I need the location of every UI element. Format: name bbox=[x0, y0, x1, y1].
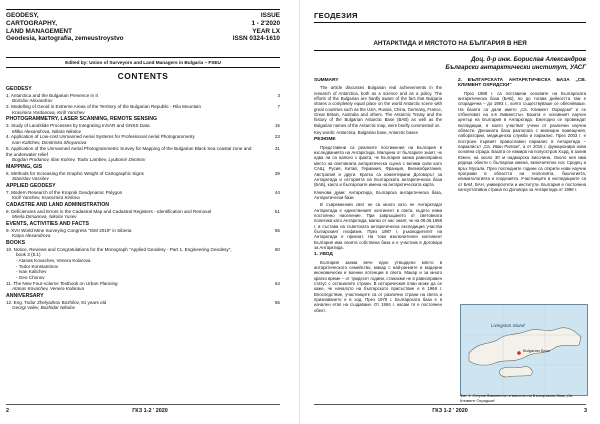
toc-entry-authors: Katya Alexandrova bbox=[12, 233, 51, 239]
header-rule-bottom bbox=[6, 57, 280, 58]
toc-entry-authors: Kirill Yanchev, Krassimira Kirilova bbox=[12, 195, 80, 201]
section1-text: България заема вече едно утвърдено място в антарктическото семейство, макар с най-ранните и модерни икономически и военни потенции в света. Макар и за много кратко време – от тридесет години, станахме не в равноправен статус с останалите страни. В историческия план може да се каже, че началото на българското присъствие е в 1968 г. Впоследствие, участниците са от различни страни на света и признаването е в ход. През 1978 г. Българската база е в начален етап на създаване. От 1994 г. насам тя е постоянен обект. bbox=[314, 259, 442, 313]
toc-section-heading: PHOTOGRAMMETRY, LASER SCANNING, REMOTE SENSING bbox=[6, 116, 158, 123]
toc-section-heading: EVENTS, ACTIVITIES AND FACTS bbox=[6, 220, 89, 227]
section-rule bbox=[314, 22, 586, 23]
keywords: Key words: Antarctica, Bulgarian base, Antarctic bases bbox=[314, 130, 418, 136]
footer-rule bbox=[6, 404, 280, 405]
footer-rule bbox=[314, 404, 586, 405]
toc-entry-page: 7 bbox=[277, 104, 280, 109]
text-column-left bbox=[314, 76, 442, 315]
journal-title bbox=[6, 12, 194, 43]
toc-entry-authors: Borislav Alexandrov bbox=[12, 98, 53, 104]
summary-heading: SUMMARY bbox=[314, 78, 339, 83]
title-rule bbox=[314, 50, 586, 51]
section-title: ГЕОДЕЗИЯ bbox=[314, 11, 358, 20]
table-of-contents bbox=[6, 85, 280, 311]
toc-entry-authors: Krasimira Yordanova, Kirill Yanchev bbox=[12, 109, 85, 115]
toc-entry[interactable] bbox=[6, 123, 280, 129]
map-label-base: Bulgarian Base bbox=[523, 348, 551, 353]
toc-entry-page: 3 bbox=[277, 92, 280, 98]
toc-entry-authors: Mirela Dimanova, Nikolai Yusev bbox=[12, 214, 77, 220]
text-column-right bbox=[458, 76, 586, 194]
section1-heading: 1. УВОД bbox=[314, 252, 333, 258]
section2-heading: 2. БЪЛГАРСКАТА АНТАРКТИЧЕСКА БАЗА „СВ. КЛИМЕНТ ОХРИДСКИ“ bbox=[458, 78, 586, 89]
toc-entry-page: 15 bbox=[274, 123, 280, 128]
toc-entry-authors: Bogdan Prodanov, Ilian Kotsev, Todor Lambev, Lyubomir Dimitrov bbox=[12, 157, 146, 163]
header-rule-top bbox=[6, 9, 280, 10]
resume-text: Представени са реалните постижения на България в изследванията на Антарктида. Малцина от българите знаят, че едва ли са наясно с факта, че България заема равноправно място на световната антарктическа сцена с велики сили като САЩ, Русия, Китай, Германия, Франция, Великобритания, Австралия и други. Кратко са коментирани Договорът за Антарктида и историята на Българската антарктическа база (БАБ), както и българските имена на антарктическата карта. bbox=[314, 144, 442, 188]
toc-entry-title: 2. Modelling of Geoid in Extreme Areas of the Territory of the Bulgarian Republic - Rila Mountain bbox=[6, 104, 201, 109]
right-page bbox=[300, 0, 600, 424]
intro-paragraph: В съвременния свят не са много като не Антарктида! Антарктида е единственият континент в света, където няма постоянно население. При завръщането от световната политика като Антарктида, малко от нас знаят, че на 08.06.1958 г. в състава на съветската антарктическа експедиция участва българският геофизик. През 1987 г. ръководителят на Антарктида е признат. На този изключителен континент България има своята собствена база и е участник в Договора за Антарктида. bbox=[314, 202, 442, 250]
toc-section-heading: APPLIED GEODESY bbox=[6, 182, 56, 189]
toc-entry-page: 60 bbox=[274, 246, 280, 252]
toc-entry-page: 64 bbox=[274, 280, 280, 286]
island-shape-small bbox=[499, 367, 532, 377]
toc-sub-entry: - Geo Chonov bbox=[16, 275, 45, 281]
toc-entry-title: 10. Notice, Reviews and Congratulations for the Monograph "Applied Geodesy - Part 1. Engineering Geodesy", bbox=[6, 246, 232, 252]
toc-entry-title: 8. Deficiencies and Errors in the Cadastral Map and Cadastral Registers - Identification and Removal bbox=[6, 208, 212, 214]
toc-section-heading: MAPPING, GIS bbox=[6, 163, 43, 170]
resume-heading: РЕЗЮМЕ bbox=[314, 137, 336, 143]
journal-title-line: LAND MANAGEMENT bbox=[6, 27, 73, 35]
toc-sub-entry: - Todor Konstantinov bbox=[16, 263, 59, 269]
toc-entry-page: 39 bbox=[274, 170, 280, 176]
toc-entry[interactable] bbox=[6, 247, 280, 253]
issue-line: 1 - 2'2020 bbox=[251, 19, 280, 27]
toc-entry-authors: Milka Alexandrova, Nikola Nikolov bbox=[12, 128, 82, 134]
toc-section-heading: ANNIVERSARY bbox=[6, 293, 44, 300]
island-shape bbox=[469, 328, 581, 365]
toc-entry-page: 51 bbox=[274, 208, 280, 214]
toc-entry-title: 11. The New Four-volume Textbook on Urban Planning bbox=[6, 280, 118, 286]
toc-entry-title: 7. Modern Research of the Kropnik Geodynamic Polygon bbox=[6, 189, 123, 195]
toc-entry-title: 12. Eng. Todor Zhelyazkov Bozhilov, 91 years old bbox=[6, 299, 107, 305]
page-number: 2 bbox=[6, 408, 9, 414]
island-map bbox=[460, 304, 588, 396]
base-marker-icon bbox=[517, 351, 521, 355]
toc-entry-page: 55 bbox=[274, 227, 280, 233]
toc-entry-title: 3. Study of Landslide Processes by Integrating InSAR and GNSS Data bbox=[6, 123, 150, 128]
toc-sub-entry: - Ivan Kaltchev bbox=[16, 269, 47, 275]
toc-entry[interactable] bbox=[6, 104, 280, 110]
issue-line: ISSN 0324-1610 bbox=[232, 35, 280, 43]
summary-text: The article discusses Bulgarian real achievements in the research of Antarctica, both as a science and as a policy. The efforts of the Bulgarian are hardly aware of the fact that Bulgaria shares a completely equal place on the world Antarctic scene with great countries such as the USA, Russia, China, Germany, France, Great Britain, Australia and others. The Antarctic Treaty and the history of the Bulgarian Antarctic Base (BAB) as well as the Bulgarian names of the Antarctic map, were briefly commented on. bbox=[314, 85, 442, 128]
toc-section-heading: GEODESY bbox=[6, 86, 32, 92]
toc-entry-title: 4. Application of Low-cost Unmanned Aerial Systems for Professional Aerial Photogrammetry bbox=[6, 134, 195, 140]
map-label-island: Livingston Island bbox=[491, 323, 525, 328]
map-illustration bbox=[461, 305, 587, 395]
affiliation: Български антарктически институт, УАСГ bbox=[445, 64, 586, 71]
section2-text: През 1988 г. са поставени основите на Българската антарктическа база (БАБ), но до тогава дейността там е спорадична – до 1993 г., която съществуваше се обясняваше. На базата са дали името „Св. Климент Охридски“ и се отбелязват на о-в Ливингстън. Базата е основният научен център на България в Антарктида. Ежегодно се провеждат експедиции, в които участват учени от различни научни области. Днешната база разполага с жилищни помещения, лаборатории, медицинска служба и параклис. През 2003 г. е построен първият православен параклис в Антарктида – параклисът „Св. Иван Рилски“, а от 2015 г. функционира нова основна сграда. Базата се намира на полуостров Хърд, в залив Южен, на около 30 м надморска височина. Около нея има редица обекти с български имена, включително нос Средец и връх Мусала. През последните години са открити нови научни програми в областта на геологията, биологията, климатологията и геодезията. Участниците в експедициите са от БАИ, БАН, университети и институти. България е постоянна консултативна страна по Договора за Антарктида от 1998 г. bbox=[458, 90, 586, 192]
toc-entry-authors: Ivan Kaltchev, Dimitrinka Shoyanova bbox=[12, 140, 87, 146]
toc-entry-authors: Georgi Valev, Bozhidar Nikolov bbox=[12, 305, 76, 311]
map-caption: Фиг. 1. Остров Ливингстън и мястото на Българската база „Св. Климент Охридски“ bbox=[460, 393, 574, 403]
page-number: 3 bbox=[584, 408, 587, 414]
issue-line: YEAR LX bbox=[252, 27, 280, 35]
toc-entry-page: 65 bbox=[274, 299, 280, 305]
toc-entry[interactable] bbox=[6, 146, 280, 157]
toc-entry-title: 5. Application of the Unmanned Aerial Photogrammetric Survey for Mapping of the Bulgarian Black Sea coastal zone and the underwater relief bbox=[6, 145, 252, 157]
issue-line: ISSUE bbox=[260, 12, 280, 19]
journal-title-line: Geodesia, kartografia, zemeustroystvo bbox=[6, 35, 124, 43]
toc-entry-title: 6. Methods for Increasing the Graphic Weight of Cartographic Signs bbox=[6, 170, 144, 176]
journal-title-line: GEODESY, bbox=[6, 12, 39, 19]
toc-sub-entry: - Atanas Kovachev, Venera Kolarova bbox=[16, 257, 91, 263]
toc-entry-title: 1. Antarctica and the Bulgarian Presence in It bbox=[6, 92, 98, 98]
editor-rule bbox=[6, 67, 280, 68]
toc-entry-page: 44 bbox=[274, 189, 280, 195]
toc-entry-authors: Stanislav Vassilev bbox=[12, 176, 49, 182]
contents-title: CONTENTS bbox=[117, 71, 169, 81]
toc-entry-page: 31 bbox=[274, 145, 280, 151]
article-title: АНТАРКТИДА И МЯСТОТО НА БЪЛГАРИЯ В НЕЯ bbox=[373, 40, 527, 47]
resume-keywords: Ключови думи: Антарктида, Българска антарктическа база, Антарктически бази bbox=[314, 189, 442, 200]
toc-section-heading: CADASTRE AND LAND ADMINISTRATION bbox=[6, 201, 109, 208]
footer-journal: ГКЗ 1-2 ' 2020 bbox=[132, 408, 168, 414]
toc-sub-entry: book 3 (5.1) bbox=[16, 252, 41, 258]
toc-section-heading: BOOKS bbox=[6, 239, 26, 246]
editor-line: Edited by: Union of Surveyors and Land Managers in Bulgaria – FSEU bbox=[65, 60, 221, 65]
footer-journal: ГКЗ 1-2 ' 2020 bbox=[432, 408, 468, 414]
toc-entry-authors: Atanas Kovachev, Venera Kolarova bbox=[12, 286, 85, 292]
author: Доц. д-р инж. Борислав Александров bbox=[470, 56, 586, 63]
toc-entry-page: 23 bbox=[274, 134, 280, 140]
journal-title-line: CARTOGRAPHY, bbox=[6, 19, 58, 27]
issue-info bbox=[200, 12, 280, 43]
toc-entry-title: 9. XVII World Mine Surveying Congress "ISM 2019" in Siberia bbox=[6, 227, 132, 233]
